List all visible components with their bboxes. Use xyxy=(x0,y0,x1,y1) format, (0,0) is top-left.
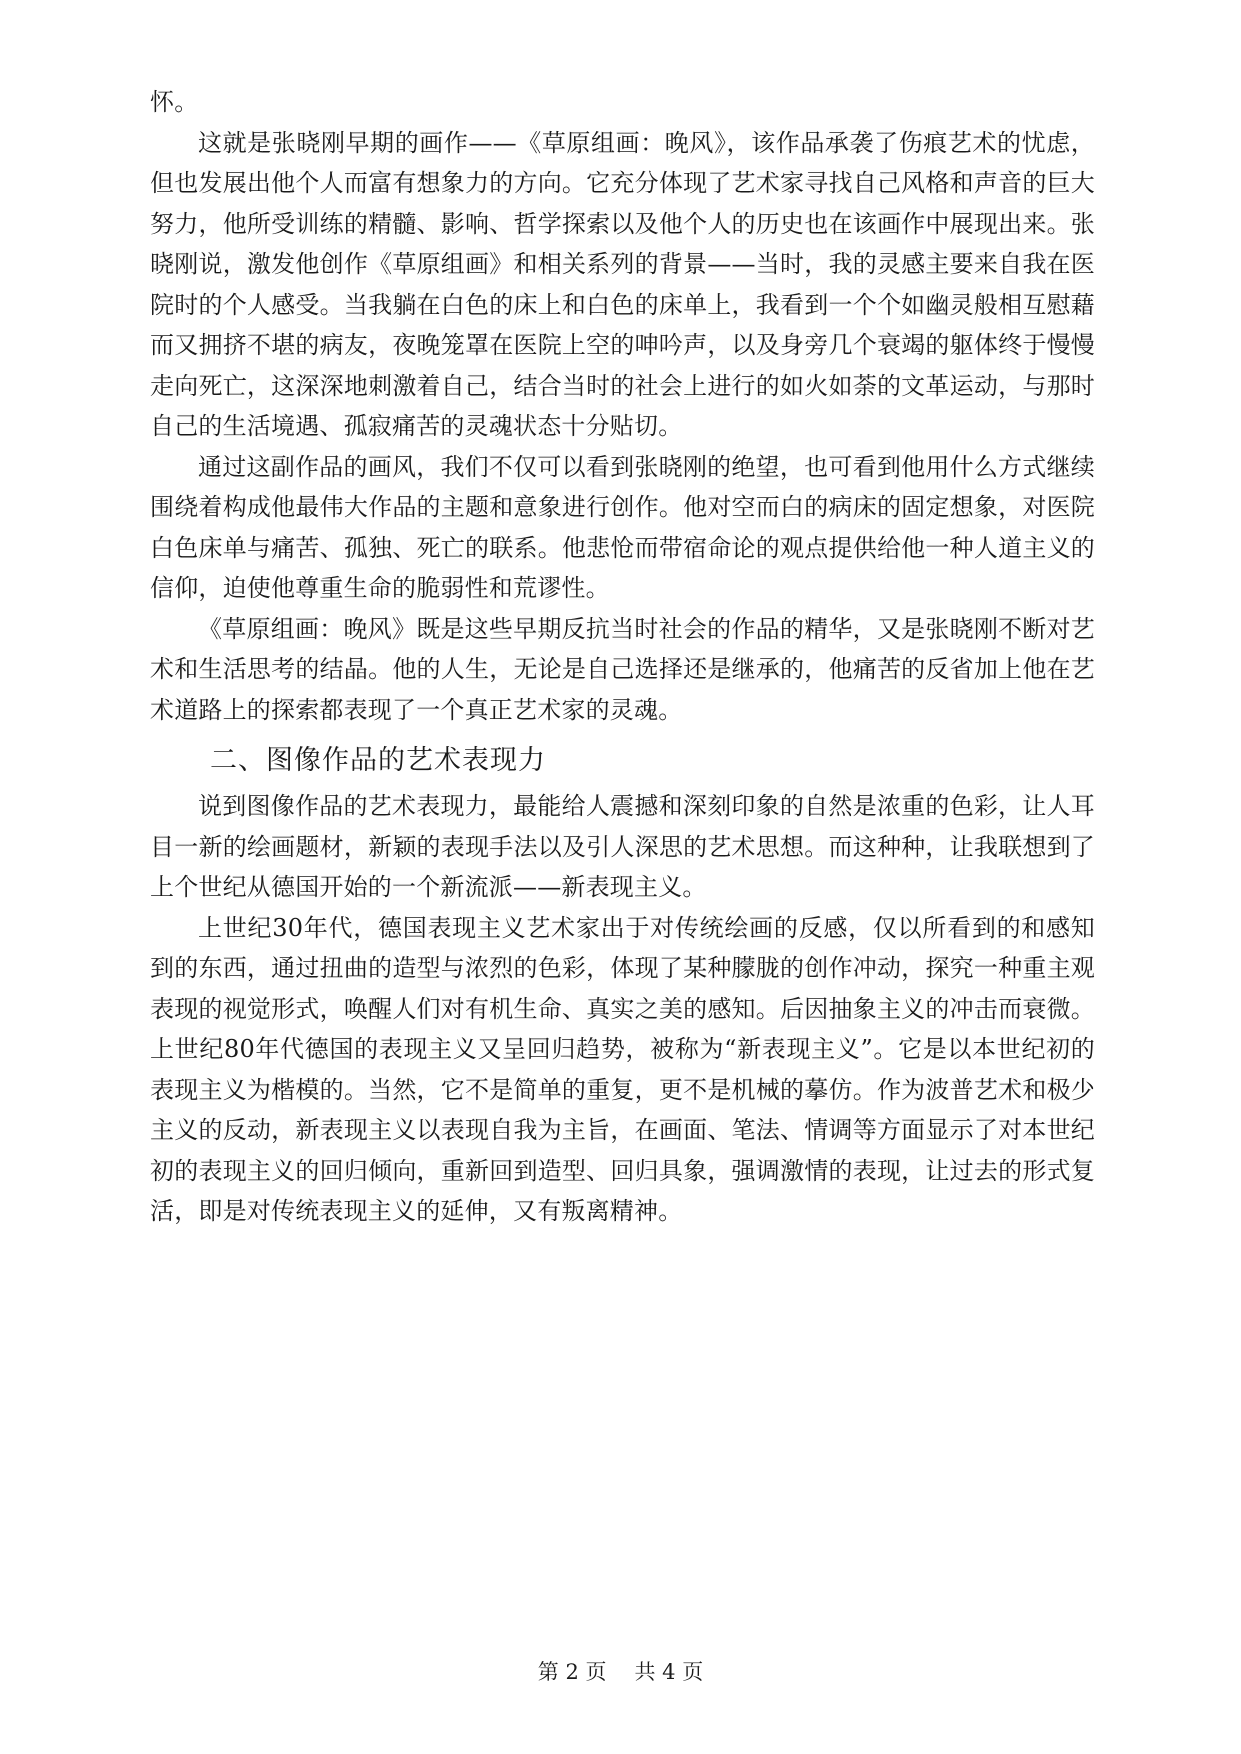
page-total: 共 4 页 xyxy=(634,1660,704,1684)
paragraph: 这就是张晓刚早期的画作——《草原组画：晚风》，该作品承袭了伤痕艺术的忧虑，但也发展出他个人而富有想象力的方向。它充分体现了艺术家寻找自己风格和声音的巨大努力，他所受训练的精髓、影响、哲学探索以及他个人的历史也在该画作中展现出来。张晓刚说，激发他创作《草原组画》和相关系列的背景——当时，我的灵感主要来自我在医院时的个人感受。当我躺在白色的床上和白色的床单上，我看到一个个如幽灵般相互慰藉而又拥挤不堪的病友，夜晚笼罩在医院上空的呻吟声，以及身旁几个衰竭的躯体终于慢慢走向死亡，这深深地刺激着自己，结合当时的社会上进行的如火如荼的文革运动，与那时自己的生活境遇、孤寂痛苦的灵魂状态十分贴切。 xyxy=(150,128,1095,440)
paragraph: 说到图像作品的艺术表现力，最能给人震撼和深刻印象的自然是浓重的色彩，让人耳目一新的绘画题材，新颖的表现手法以及引人深思的艺术思想。而这种种，让我联想到了上个世纪从德国开始的一个新流派——新表现主义。 xyxy=(150,792,1095,901)
paragraph-continuation: 怀。 xyxy=(150,88,199,116)
document-body xyxy=(150,82,1095,1232)
page-number: 第 2 页 xyxy=(537,1660,607,1684)
section-heading: 二、图像作品的艺术表现力 xyxy=(210,745,546,776)
paragraph: 上世纪30年代，德国表现主义艺术家出于对传统绘画的反感，仅以所看到的和感知到的东西，通过扭曲的造型与浓烈的色彩，体现了某种朦胧的创作冲动，探究一种重主观表现的视觉形式，唤醒人们对有机生命、真实之美的感知。后因抽象主义的冲击而衰微。上世纪80年代德国的表现主义又呈回归趋势，被称为“新表现主义”。它是以本世纪初的表现主义为楷模的。当然，它不是简单的重复，更不是机械的摹仿。作为波普艺术和极少主义的反动，新表现主义以表现自我为主旨，在画面、笔法、情调等方面显示了对本世纪初的表现主义的回归倾向，重新回到造型、回归具象，强调激情的表现，让过去的形式复活，即是对传统表现主义的延伸，又有叛离精神。 xyxy=(150,913,1095,1225)
paragraph: 通过这副作品的画风，我们不仅可以看到张晓刚的绝望，也可看到他用什么方式继续围绕着构成他最伟大作品的主题和意象进行创作。他对空而白的病床的固定想象，对医院白色床单与痛苦、孤独、死亡的联系。他悲怆而带宿命论的观点提供给他一种人道主义的信仰，迫使他尊重生命的脆弱性和荒谬性。 xyxy=(150,452,1095,602)
page-footer xyxy=(0,1658,1241,1686)
paragraph: 《草原组画：晚风》既是这些早期反抗当时社会的作品的精华，又是张晓刚不断对艺术和生活思考的结晶。他的人生，无论是自己选择还是继承的，他痛苦的反省加上他在艺术道路上的探索都表现了一个真正艺术家的灵魂。 xyxy=(150,614,1095,724)
